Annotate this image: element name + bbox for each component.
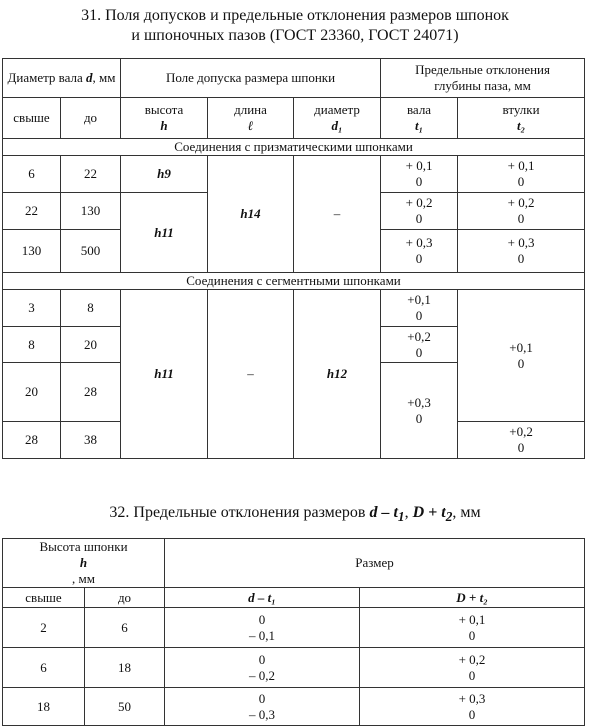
header-height-sym: h — [160, 118, 168, 133]
header-key-height-unit-line — [3, 555, 164, 587]
cell-to: 38 — [61, 422, 121, 459]
cell-d-minus-t1 — [165, 688, 360, 726]
cell-t1 — [381, 290, 458, 327]
cell-to: 18 — [85, 648, 165, 688]
header-shaft-diameter-sym: d — [86, 70, 93, 85]
header-key-height-label: Высота шпонки — [39, 539, 128, 554]
header-to: до — [61, 98, 121, 139]
cell-over: 8 — [3, 327, 61, 363]
lower-deviation: – 0,3 — [249, 706, 275, 722]
cell-to: 20 — [61, 327, 121, 363]
header-limit-deviation-line2: глубины паза, мм — [434, 78, 531, 93]
header-diameter-sym: d₁ — [331, 118, 343, 133]
t1-upper: +0,2 — [407, 328, 431, 344]
table2-title-sub2: 2 — [445, 509, 453, 525]
cell-over: 20 — [3, 363, 61, 422]
upper-deviation: + 0,2 — [458, 651, 486, 667]
cell-t2-merged — [458, 290, 585, 422]
cell-height: h11 — [121, 193, 208, 273]
header-length-label: длина — [234, 102, 267, 117]
lower-deviation: – 0,1 — [249, 627, 275, 643]
cell-t1 — [381, 193, 458, 230]
header-shaft — [381, 98, 458, 139]
header-key-height-sym: h — [79, 555, 88, 570]
cell-diameter: h12 — [294, 290, 381, 459]
header-over: свыше — [3, 98, 61, 139]
header-shaft-diameter-unit: , мм — [92, 70, 116, 85]
table2-title-sep: , — [404, 504, 413, 521]
cell-over: 28 — [3, 422, 61, 459]
table2-title-prefix: 32. Предельные отклонения размеров — [109, 504, 370, 521]
header-hub-label: втулки — [502, 102, 540, 117]
table2-title — [0, 503, 590, 527]
t2-upper: + 0,2 — [507, 195, 535, 210]
cell-d-minus-t1 — [165, 608, 360, 648]
t1-upper: +0,1 — [407, 292, 431, 307]
header-shaft-label: вала — [406, 102, 432, 117]
lower-deviation: – 0,2 — [249, 667, 275, 683]
cell-to: 22 — [61, 156, 121, 193]
cell-t1 — [381, 230, 458, 273]
upper-deviation: 0 — [258, 690, 266, 706]
cell-to: 130 — [61, 193, 121, 230]
header-height-label: высота — [144, 102, 184, 117]
t2-upper: + 0,1 — [507, 158, 535, 173]
t1-lower: 0 — [415, 344, 423, 360]
cell-to: 500 — [61, 230, 121, 273]
cell-over: 22 — [3, 193, 61, 230]
t1-lower: 0 — [415, 251, 423, 266]
upper-deviation: 0 — [258, 651, 266, 667]
header-D-plus-t2: D + t₂ — [360, 588, 585, 608]
cell-t2 — [458, 230, 585, 273]
upper-deviation: 0 — [258, 611, 266, 627]
header-key-height-unit: , мм — [72, 571, 95, 586]
lower-deviation: 0 — [468, 706, 476, 722]
header-hub — [458, 98, 585, 139]
header-d-minus-t1: d – t₁ — [165, 588, 360, 608]
header-diameter — [294, 98, 381, 139]
cell-t2 — [458, 156, 585, 193]
cell-to: 28 — [61, 363, 121, 422]
t1-lower: 0 — [415, 174, 423, 189]
header-shaft-sym: t₁ — [414, 118, 424, 133]
cell-height: h9 — [121, 156, 208, 193]
table2-title-sub1: 1 — [397, 509, 405, 525]
cell-t2 — [458, 422, 585, 459]
table-row — [3, 648, 585, 688]
cell-length: h14 — [208, 156, 294, 273]
t2-lower: 0 — [517, 174, 525, 189]
cell-over: 6 — [3, 156, 61, 193]
t2-upper: +0,2 — [509, 424, 533, 439]
table-row — [3, 156, 585, 193]
header-over: свыше — [3, 588, 85, 608]
cell-t1 — [381, 327, 458, 363]
header-length — [208, 98, 294, 139]
header-tolerance-field: Поле допуска размера шпонки — [121, 59, 381, 98]
t1-upper: + 0,3 — [405, 235, 433, 250]
t1-lower: 0 — [415, 308, 423, 323]
upper-deviation: + 0,1 — [458, 611, 486, 627]
cell-D-plus-t2 — [360, 688, 585, 726]
lower-deviation: 0 — [468, 627, 476, 643]
section-segment: Соединения с сегментными шпонками — [3, 273, 585, 290]
header-shaft-diameter — [3, 59, 121, 98]
cell-diameter: – — [294, 156, 381, 273]
table2-title-sym2: D + t — [412, 504, 446, 521]
t1-upper: + 0,2 — [405, 195, 433, 210]
cell-t1 — [381, 363, 458, 459]
cell-length: – — [208, 290, 294, 459]
cell-D-plus-t2 — [360, 608, 585, 648]
section-prismatic: Соединения с призматическими шпонками — [3, 139, 585, 156]
t2-lower: 0 — [517, 440, 525, 455]
header-limit-deviation — [381, 59, 585, 98]
header-to: до — [85, 588, 165, 608]
cell-over: 2 — [3, 608, 85, 648]
cell-D-plus-t2 — [360, 648, 585, 688]
cell-over: 130 — [3, 230, 61, 273]
header-length-sym: ℓ — [247, 118, 254, 133]
table1-title-line2: и шпоночных пазов (ГОСТ 23360, ГОСТ 24071) — [131, 27, 459, 44]
cell-height: h11 — [121, 290, 208, 459]
table-row — [3, 688, 585, 726]
cell-over: 18 — [3, 688, 85, 726]
t2-upper: +0,1 — [509, 339, 533, 355]
table2-title-suffix: , мм — [452, 504, 481, 521]
header-limit-deviation-line1: Предельные отклонения — [415, 62, 550, 77]
t1-lower: 0 — [415, 211, 423, 226]
cell-to: 8 — [61, 290, 121, 327]
cell-t2 — [458, 193, 585, 230]
header-diameter-label: диаметр — [314, 102, 360, 117]
header-key-height — [3, 539, 165, 588]
cell-over: 3 — [3, 290, 61, 327]
upper-deviation: + 0,3 — [458, 690, 486, 706]
cell-d-minus-t1 — [165, 648, 360, 688]
cell-to: 50 — [85, 688, 165, 726]
header-size: Размер — [165, 539, 585, 588]
table1-title-line1: 31. Поля допусков и предельные отклонения размеров шпонок — [81, 7, 509, 24]
cell-over: 6 — [3, 648, 85, 688]
cell-t1 — [381, 156, 458, 193]
t2-upper: + 0,3 — [507, 235, 535, 250]
t1-lower: 0 — [415, 410, 423, 426]
key-tolerance-table — [2, 58, 585, 459]
cell-to: 6 — [85, 608, 165, 648]
t2-lower: 0 — [517, 355, 525, 371]
t2-lower: 0 — [517, 251, 525, 266]
table-row — [3, 608, 585, 648]
t1-upper: + 0,1 — [405, 158, 433, 173]
table2-title-sym1: d – t — [369, 504, 398, 521]
table-row — [3, 290, 585, 327]
header-height — [121, 98, 208, 139]
header-shaft-diameter-label: Диаметр вала — [7, 70, 83, 85]
header-hub-sym: t₂ — [516, 118, 526, 133]
lower-deviation: 0 — [468, 667, 476, 683]
t2-lower: 0 — [517, 211, 525, 226]
t1-upper: +0,3 — [407, 394, 431, 410]
table1-title — [0, 6, 590, 46]
size-deviation-table — [2, 538, 585, 726]
